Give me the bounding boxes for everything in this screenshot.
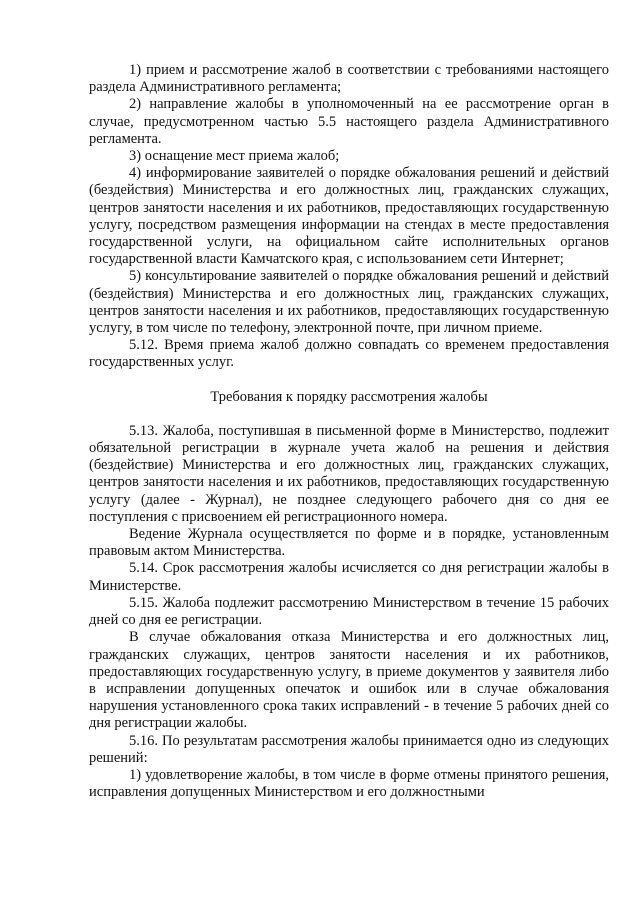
paragraph-5-13: 5.13. Жалоба, поступившая в письменной форме в Министерство, подлежит обязательной регистрации в журнале учета жалоб на решения и действия (бездействие) Министерства и его должностных лиц, гражданских служащих, центров занятости населения и их работников, предоставляющих государственную услугу (далее - Журнал), не позднее следующего рабочего дня со дня ее поступления с присвоением ей регистрационного номера. — [89, 422, 609, 525]
paragraph-item-3: 3) оснащение мест приема жалоб; — [129, 148, 340, 165]
paragraph-decision-1: 1) удовлетворение жалобы, в том числе в форме отмены принятого решения, исправления допущенных Министерством и его должностными — [89, 766, 609, 801]
document-page — [89, 62, 609, 801]
paragraph-journal: Ведение Журнала осуществляется по форме и в порядке, установленным правовым актом Министерства. — [89, 526, 609, 560]
paragraph-5-16: 5.16. По результатам рассмотрения жалобы принимается одно из следующих решений: — [89, 732, 609, 766]
paragraph-item-4: 4) информирование заявителей о порядке обжалования решений и действий (бездействия) Министерства и его должностных лиц, гражданских служащих, центров занятости населения и их работников, предоставляющих государственную услугу, посредством размещения информации на стендах в месте предоставления государственной услуги, на официальном сайте исполнительных органов государственной власти Камчатского края, с использованием сети Интернет; — [89, 165, 609, 268]
spacer — [89, 372, 609, 389]
paragraph-item-5: 5) консультирование заявителей о порядке обжалования решений и действий (бездействия) Министерства и его должностных лиц, гражданских служащих, центров занятости населения и их работников, предоставляющих государственную услугу, в том числе по телефону, электронной почте, при личном приеме. — [89, 268, 609, 337]
paragraph-5-14: 5.14. Срок рассмотрения жалобы исчисляется со дня регистрации жалобы в Министерстве. — [89, 560, 609, 594]
spacer — [89, 406, 609, 423]
paragraph-5-15: 5.15. Жалоба подлежит рассмотрению Министерством в течение 15 рабочих дней со дня ее регистрации. — [89, 594, 609, 629]
paragraph-item-2: 2) направление жалобы в уполномоченный на ее рассмотрение орган в случае, предусмотренном частью 5.5 настоящего раздела Административного регламента. — [89, 96, 609, 147]
section-heading: Требования к порядку рассмотрения жалобы — [210, 388, 488, 405]
paragraph-5-12: 5.12. Время приема жалоб должно совпадать со временем предоставления государственных услуг. — [89, 337, 609, 371]
paragraph-refusal-appeal: В случае обжалования отказа Министерства и его должностных лиц, гражданских служащих, центров занятости населения и их работников, предоставляющих государственную услугу, в приеме документов у заявителя либо в исправлении допущенных опечаток и ошибок или в случае обжалования нарушения установленного срока таких исправлений - в течение 5 рабочих дней со дня регистрации жалобы. — [89, 629, 609, 732]
paragraph-item-1: 1) прием и рассмотрение жалоб в соответствии с требованиями настоящего раздела Административного регламента; — [89, 62, 609, 96]
